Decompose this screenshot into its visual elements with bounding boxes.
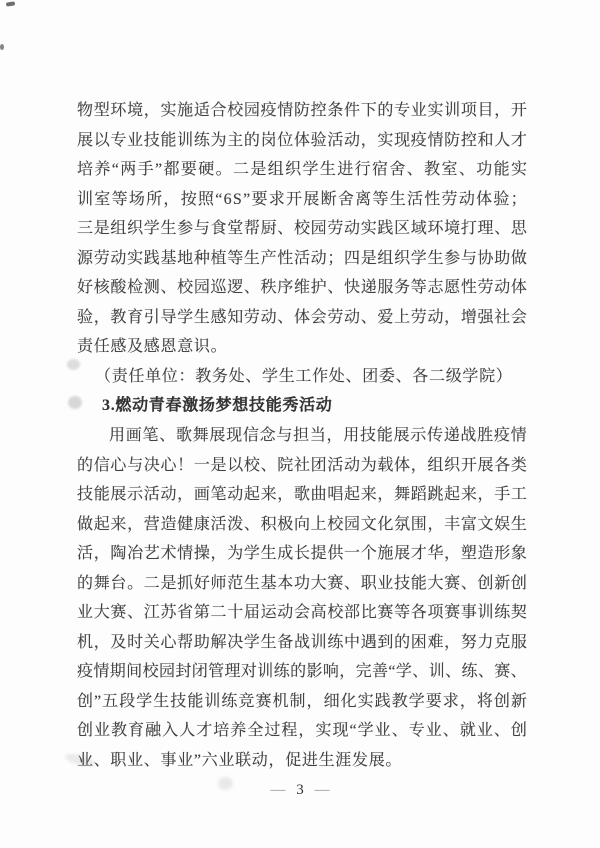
document-line: 做 起 来 ， 营 造 健 康 活 泼 、 积 极 向 上 校 园 文 化 氛 围 ， 丰 富 文 娱 生 bbox=[77, 515, 527, 533]
document-line: 用 画 笔 、 歌 舞 展 现 信 念 与 担 当 ， 用 技 能 展 示 传 递 战 胜 疫 情 bbox=[109, 427, 527, 445]
document-line: 创 ” 五 段 学 生 技 能 训 练 竞 赛 机 制 ， 细 化 实 践 教 学 要 求 ， 将 创 新 bbox=[77, 692, 527, 710]
document-line: 验 ， 教 育 引 导 学 生 感 知 劳 动 、 体 会 劳 动 、 爱 上 劳 动 ， 增 强 社 会 bbox=[77, 308, 527, 326]
document-line: 创 业 教 育 融 入 人 才 培 养 全 过 程 ， 实 现 “ 学 业 、 专 业 、 就 业 、 创 bbox=[77, 722, 527, 740]
document-line: 活 ， 陶 冶 艺 术 情 操 ， 为 学 生 成 长 提 供 一 个 施 展 才 华 ， 塑 造 形 象 bbox=[77, 545, 527, 563]
document-line: 物 型 环 境 ， 实 施 适 合 校 园 疫 情 防 控 条 件 下 的 专 业 实 训 项 目 ， 开 bbox=[77, 102, 527, 119]
footer-dash-right: — bbox=[314, 782, 330, 798]
scan-artifact-left-speck bbox=[0, 44, 4, 50]
document-line: 培 养 “ 两 手 ” 都 要 硬 。 二 是 组 织 学 生 进 行 宿 舍 、 教 室 、 功 能 实 bbox=[77, 161, 527, 179]
document-line: 的 信 心 与 决 心 ！ 一 是 以 校 、 院 社 团 活 动 为 载 体 ， 组 织 开 展 各 类 bbox=[77, 456, 527, 474]
document-line: 三 是 组 织 学 生 参 与 食 堂 帮 厨 、 校 园 劳 动 实 践 区 域 环 境 打 理 、 思 bbox=[77, 220, 527, 238]
document-line: 业、职业、事业”六业联动，促进生涯发展。 bbox=[77, 752, 403, 770]
page-number: 3 bbox=[296, 782, 304, 798]
document-line: 业 大 赛 、 江 苏 省 第 二 十 届 运 动 会 高 校 部 比 赛 等 各 项 赛 事 训 练 契 bbox=[77, 604, 527, 622]
document-body bbox=[77, 96, 527, 776]
document-line: 3.燃动青春激扬梦想技能秀活动 bbox=[102, 397, 333, 415]
document-line: 责任感及感恩意识。 bbox=[77, 338, 228, 356]
document-line: 机 ， 及 时 关 心 帮 助 解 决 学 生 备 战 训 练 中 遇 到 的 困 难 ， 努 力 克 服 bbox=[77, 633, 527, 651]
document-line: （责任单位：教务处、学生工作处、团委、各二级学院） bbox=[95, 367, 513, 385]
document-line: 好 核 酸 检 测 、 校 园 巡 逻 、 秩 序 维 护 、 快 递 服 务 等 志 愿 性 劳 动 体 bbox=[77, 279, 527, 297]
page-footer bbox=[0, 779, 600, 801]
document-line: 展 以 专 业 技 能 训 练 为 主 的 岗 位 体 验 活 动 ， 实 现 疫 情 防 控 和 人 才 bbox=[77, 131, 527, 149]
document-line: 训 室 等 场 所 ， 按 照 “ 6 S ” 要 求 开 展 断 舍 离 等 生 活 性 劳 动 体 验 ； bbox=[77, 190, 527, 208]
document-line: 疫 情 期 间 校 园 封 闭 管 理 对 训 练 的 影 响 ， 完 善 “ 学 、 训 、 练 、 赛 、 bbox=[77, 663, 527, 681]
document-line: 源 劳 动 实 践 基 地 种 植 等 生 产 性 活 动 ； 四 是 组 织 学 生 参 与 协 助 做 bbox=[77, 249, 527, 267]
document-line: 的 舞 台 。 二 是 抓 好 师 范 生 基 本 功 大 赛 、 职 业 技 能 大 赛 、 创 新 创 bbox=[77, 574, 527, 592]
document-line: 技 能 展 示 活 动 ， 画 笔 动 起 来 ， 歌 曲 唱 起 来 ， 舞 蹈 跳 起 来 ， 手 工 bbox=[77, 486, 527, 504]
scan-artifact-top-dash bbox=[6, 1, 15, 6]
footer-dash-left: — bbox=[270, 782, 286, 798]
